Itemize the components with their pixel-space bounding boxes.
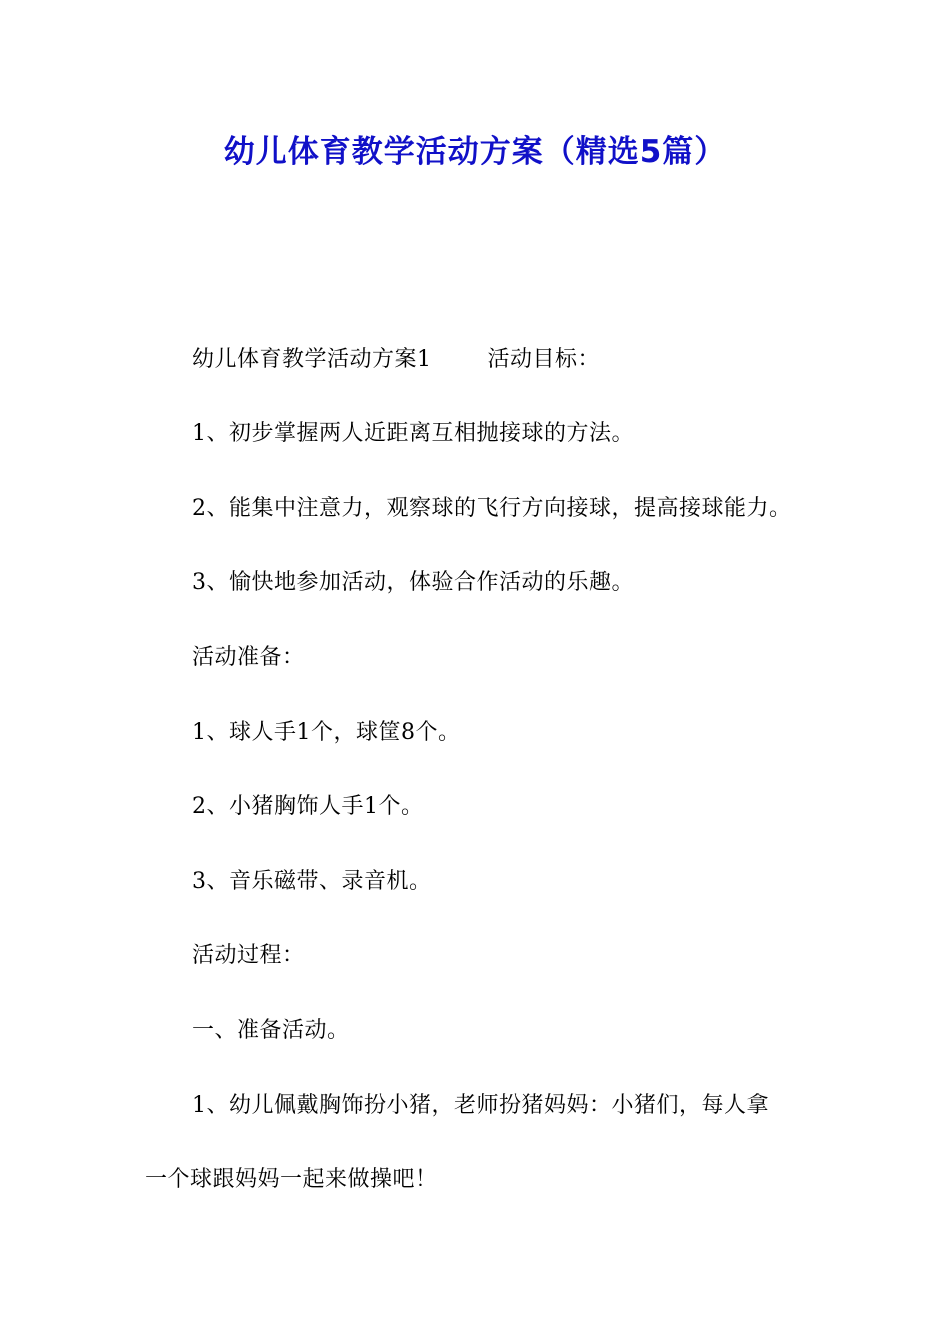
goal-item-3: 3、愉快地参加活动，体验合作活动的乐趣。 bbox=[192, 570, 634, 595]
section-heading-goals: 活动目标： bbox=[487, 347, 601, 372]
process-item-1-line-2: 一个球跟妈妈一起来做操吧！ bbox=[145, 1167, 438, 1192]
section-heading-preparation: 活动准备： bbox=[192, 645, 305, 670]
prep-item-2: 2、小猪胸饰人手1个。 bbox=[192, 794, 424, 819]
section-heading-process: 活动过程： bbox=[192, 943, 305, 968]
plan-name: 幼儿体育教学活动方案1 bbox=[192, 347, 432, 372]
prep-item-3: 3、音乐磁带、录音机。 bbox=[192, 869, 432, 894]
goal-item-2: 2、能集中注意力，观察球的飞行方向接球，提高接球能力。 bbox=[192, 496, 792, 521]
goal-item-1: 1、初步掌握两人近距离互相抛接球的方法。 bbox=[192, 421, 634, 446]
prep-item-1: 1、球人手1个，球筐8个。 bbox=[192, 720, 461, 745]
document-title: 幼儿体育教学活动方案（精选5篇） bbox=[223, 134, 727, 170]
process-subheading-warmup: 一、准备活动。 bbox=[192, 1018, 350, 1043]
process-item-1-line-1: 1、幼儿佩戴胸饰扮小猪，老师扮猪妈妈：小猪们，每人拿 bbox=[192, 1093, 769, 1118]
paragraph-plan-heading bbox=[192, 344, 600, 376]
